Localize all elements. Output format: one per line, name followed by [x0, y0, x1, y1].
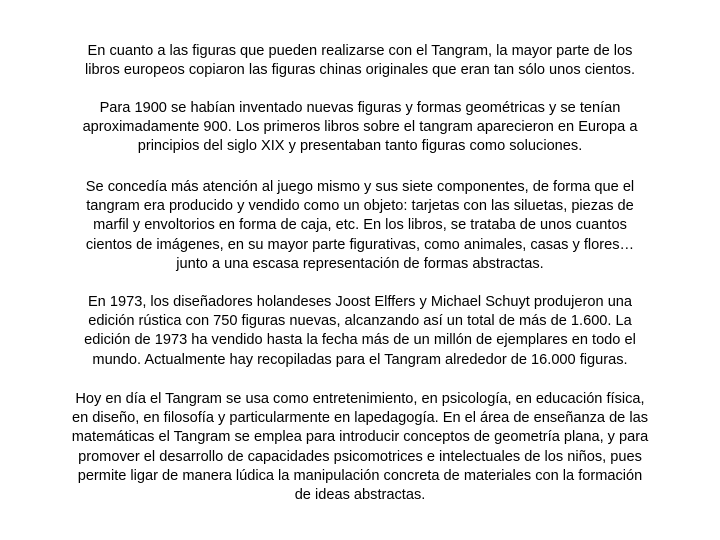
paragraph-line: mundo. Actualmente hay recopiladas para el Tangram alrededor de 16.000 figuras. [92, 351, 628, 368]
paragraph-line: junto a una escasa representación de formas abstractas. [176, 255, 544, 272]
paragraph-line: aproximadamente 900. Los primeros libros sobre el tangram aparecieron en Europa a [82, 119, 638, 136]
paragraph-4 [60, 293, 660, 370]
paragraph-line: marfil y envoltorios en forma de caja, etc. En los libros, se trataba de unos cuantos [93, 217, 627, 234]
paragraph-line: principios del siglo XIX y presentaban tanto figuras como soluciones. [137, 138, 583, 155]
paragraph-line: Hoy en día el Tangram se usa como entretenimiento, en psicología, en educación física, [75, 391, 645, 407]
paragraph-line: en diseño, en filosofía y particularmente en lapedagogía. En el área de enseñanza de las [71, 410, 649, 427]
paragraph-line: promover el desarrollo de capacidades psicomotrices e intelectuales de los niños, pues [78, 448, 642, 465]
paragraph-1 [60, 42, 660, 80]
paragraph-3 [60, 178, 660, 274]
paragraph-line: En 1973, los diseñadores holandeses Joost Elffers y Michael Schuyt produjeron una [87, 294, 633, 310]
paragraph-line: edición rústica con 750 figuras nuevas, alcanzando así un total de más de 1.600. La [88, 313, 632, 330]
paragraph-line: En cuanto a las figuras que pueden realizarse con el Tangram, la mayor parte de los [87, 43, 633, 59]
paragraph-line: matemáticas el Tangram se emplea para introducir conceptos de geometría plana, y para [71, 429, 649, 446]
paragraph-line: cientos de imágenes, en su mayor parte figurativas, como animales, casas y flores… [85, 236, 635, 253]
paragraph-line: de ideas abstractas. [294, 487, 426, 504]
paragraph-line: Se concedía más atención al juego mismo y sus siete componentes, de forma que el [85, 179, 635, 195]
paragraph-2 [60, 99, 660, 157]
paragraph-line: edición de 1973 ha vendido hasta la fecha más de un millón de ejemplares en todo el [84, 332, 636, 349]
paragraph-line: Para 1900 se habían inventado nuevas figuras y formas geométricas y se tenían [99, 100, 621, 116]
paragraph-5 [40, 390, 680, 505]
paragraph-line: tangram era producido y vendido como un objeto: tarjetas con las siluetas, piezas de [86, 198, 634, 215]
paragraph-line: permite ligar de manera lúdica la manipulación concreta de materiales con la formación [77, 467, 643, 484]
paragraph-line: libros europeos copiaron las figuras chinas originales que eran tan sólo unos cientos. [84, 62, 636, 79]
